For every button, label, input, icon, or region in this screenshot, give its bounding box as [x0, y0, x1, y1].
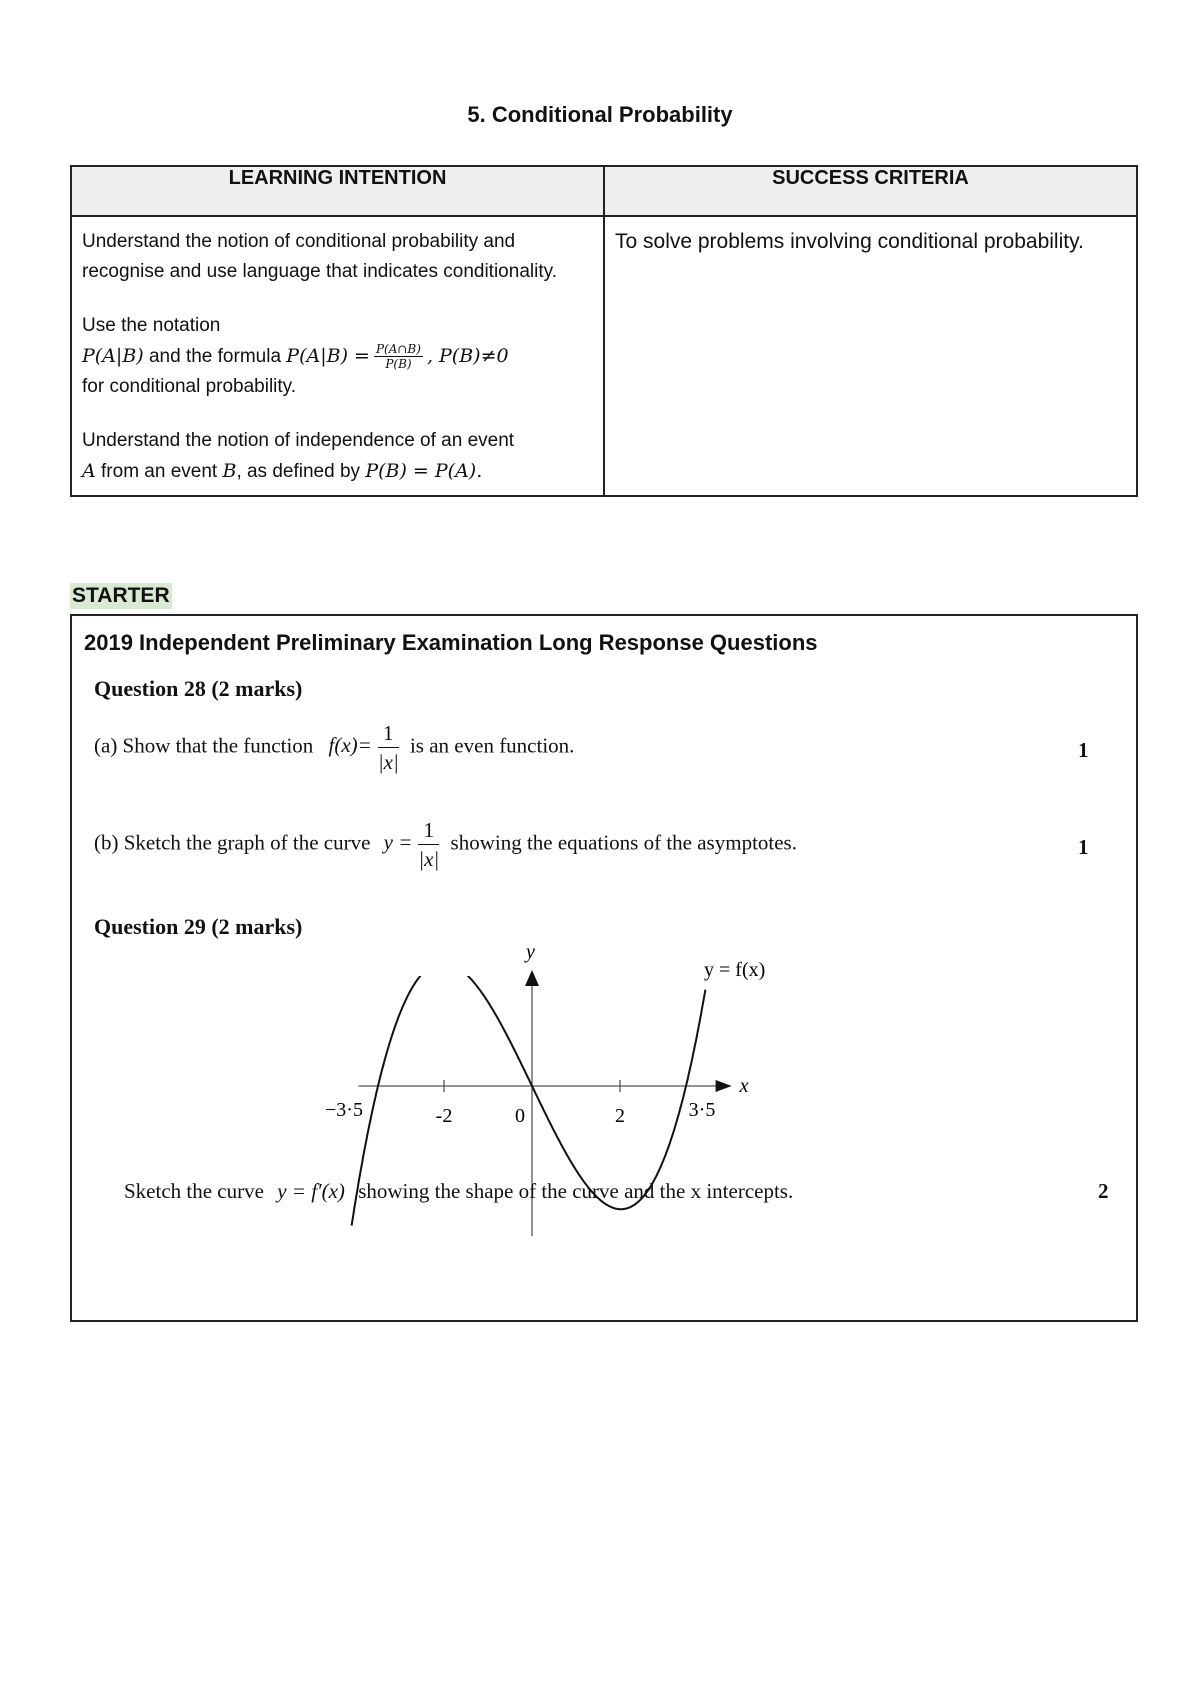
page-title: 5. Conditional Probability	[467, 102, 733, 127]
defined-by: , as defined by	[236, 461, 361, 482]
notation: P(A|B)	[82, 345, 144, 367]
q28b-den: |x|	[418, 847, 440, 871]
event-b: B	[222, 460, 237, 482]
q29-heading: Question 29 (2 marks)	[94, 914, 303, 939]
q29-line	[124, 1179, 793, 1204]
starter-heading: 2019 Independent Preliminary Examination Long Response Questions	[84, 630, 818, 655]
q28a-den: |x|	[377, 750, 399, 774]
y-axis-arrow	[525, 970, 539, 986]
q28b-num: 1	[418, 816, 439, 845]
formula-fraction	[374, 342, 423, 371]
intention-2-tail: for conditional probability.	[82, 376, 297, 397]
header-success-criteria: SUCCESS CRITERIA	[604, 166, 1137, 216]
starter-box	[70, 614, 1138, 1322]
x-tick-label: −3·5	[325, 1099, 363, 1121]
intention-3-line2	[82, 456, 593, 487]
x-axis-arrow	[716, 1080, 732, 1092]
from-event: from an event	[101, 461, 218, 482]
q29-suffix: showing the shape of the curve and the x intercepts.	[358, 1179, 794, 1203]
success-criteria-text: To solve problems involving conditional probability.	[615, 230, 1084, 253]
intention-1: Understand the notion of conditional probability and recognise and use language that indicates conditionality.	[82, 231, 557, 282]
q28-heading: Question 28 (2 marks)	[94, 676, 303, 701]
x-tick-label: 2	[615, 1105, 625, 1127]
starter-label: STARTER	[72, 584, 170, 607]
x-axis-label: x	[739, 1075, 749, 1097]
y-axis-label: y	[526, 941, 535, 963]
q28a-fx: f(x)=	[328, 733, 372, 758]
q28a-line	[94, 719, 574, 776]
formula-denominator: P(B)	[385, 357, 412, 372]
learning-intention-table	[70, 165, 1138, 497]
q28b-prefix: (b) Sketch the graph of the curve	[94, 830, 371, 855]
q28a-suffix: is an even function.	[409, 733, 575, 758]
q28a-mark: 1	[1078, 738, 1089, 762]
formula-numerator: P(A∩B)	[375, 342, 421, 357]
event-a: A	[82, 460, 96, 482]
intention-3-line1: Understand the notion of independence of an event	[82, 430, 515, 451]
intention-2-formula	[82, 341, 593, 372]
q28b-fraction	[418, 816, 439, 873]
q29-mark: 2	[1098, 1179, 1109, 1203]
learning-intention-cell	[71, 216, 604, 496]
intention-2-lead: Use the notation	[82, 315, 221, 336]
x-tick-label: 3·5	[688, 1099, 716, 1121]
q29-prefix: Sketch the curve	[124, 1179, 264, 1203]
success-criteria-cell	[604, 216, 1137, 496]
q28b-suffix: showing the equations of the asymptotes.	[450, 830, 797, 855]
x-tick-label: -2	[435, 1105, 453, 1127]
q28a-num: 1	[378, 719, 399, 748]
independence-equation: P(B) = P(A).	[365, 460, 483, 482]
q28b-y: y =	[383, 830, 413, 855]
and-formula: and the formula	[148, 346, 282, 367]
formula-condition: , P(B)≠0	[426, 345, 509, 367]
x-tick-label: 0	[515, 1105, 525, 1127]
q28a-fraction	[378, 719, 399, 776]
q29-expr: y = f′(x)	[277, 1179, 345, 1203]
formula-lhs: P(A|B) =	[286, 345, 370, 367]
q28a-prefix: (a) Show that the function	[94, 733, 314, 758]
header-learning-intention: LEARNING INTENTION	[71, 166, 604, 216]
q28b-mark: 1	[1078, 835, 1089, 859]
curve-label: y = f(x)	[704, 959, 766, 981]
q28b-line	[94, 816, 797, 873]
